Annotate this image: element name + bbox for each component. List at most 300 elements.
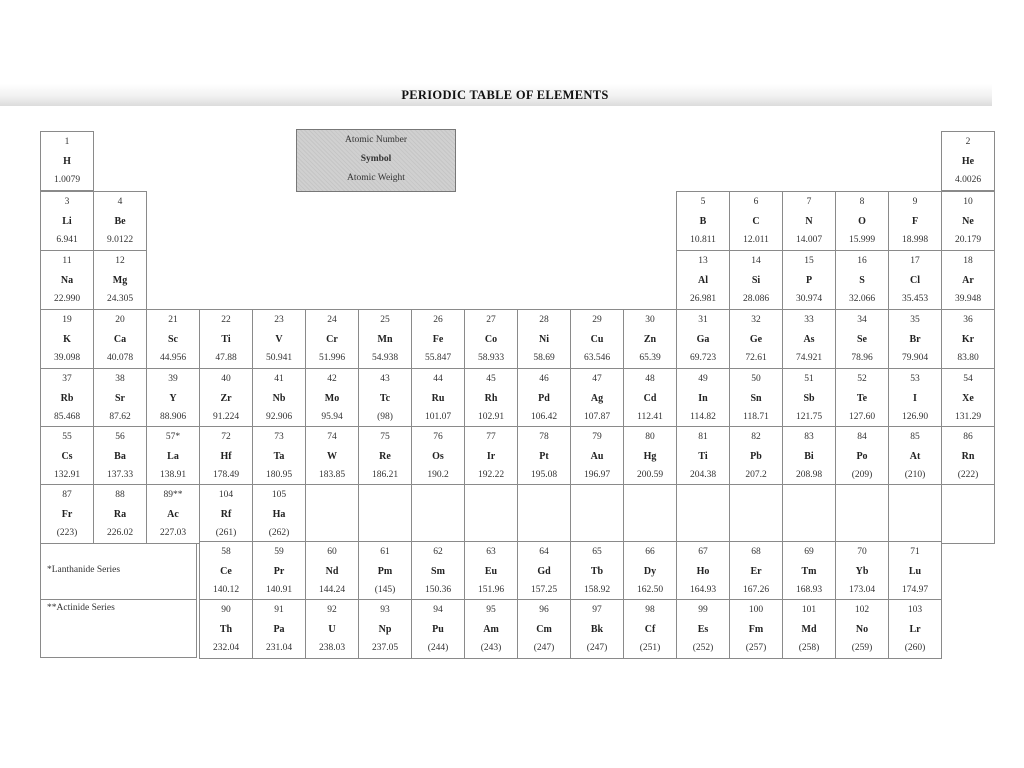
atomic-weight: 6.941	[56, 235, 78, 245]
atomic-number: 62	[433, 547, 443, 557]
empty-cell	[464, 484, 518, 544]
atomic-weight: 150.36	[424, 585, 452, 595]
element-symbol: Re	[379, 451, 391, 462]
element-cell-rf	[199, 484, 253, 544]
atomic-number: 55	[62, 432, 72, 442]
atomic-number: 43	[380, 374, 390, 384]
atomic-number: 83	[804, 432, 814, 442]
element-cell-am	[464, 599, 518, 659]
atomic-weight: 55.847	[424, 353, 452, 363]
empty-cell	[782, 484, 836, 544]
element-symbol: Co	[484, 334, 498, 345]
atomic-number: 61	[380, 547, 390, 557]
element-symbol: U	[328, 624, 336, 635]
atomic-weight: 39.948	[954, 294, 982, 304]
atomic-weight: 237.05	[371, 643, 399, 653]
atomic-weight: 167.26	[742, 585, 770, 595]
element-cell-ta	[252, 426, 306, 486]
atomic-number: 59	[274, 547, 284, 557]
atomic-weight: 83.80	[957, 353, 979, 363]
element-cell-ra	[93, 484, 147, 544]
atomic-weight: (247)	[586, 643, 608, 653]
atomic-weight: 195.08	[530, 470, 558, 480]
atomic-weight: 168.93	[795, 585, 823, 595]
atomic-number: 99	[698, 605, 708, 615]
atomic-number: 100	[748, 605, 764, 615]
element-symbol: Rb	[60, 393, 74, 404]
atomic-number: 75	[380, 432, 390, 442]
element-symbol: Tc	[379, 393, 391, 404]
atomic-number: 12	[115, 256, 125, 266]
element-symbol: S	[859, 275, 865, 286]
element-symbol: I	[913, 393, 917, 404]
element-symbol: In	[698, 393, 708, 404]
element-cell-br	[888, 309, 942, 369]
atomic-number: 4	[117, 197, 123, 207]
element-symbol: Ha	[272, 509, 286, 520]
atomic-number: 49	[698, 374, 708, 384]
element-cell-mg	[93, 250, 147, 310]
element-symbol: Am	[483, 624, 499, 635]
atomic-number: 15	[804, 256, 814, 266]
atomic-number: 3	[64, 197, 70, 207]
actinide-series-label: **Actinide Series	[40, 599, 197, 658]
element-symbol: Cr	[326, 334, 338, 345]
element-symbol: Ta	[273, 451, 285, 462]
atomic-weight: 112.41	[637, 412, 663, 422]
element-symbol: Ru	[431, 393, 445, 404]
element-cell-se	[835, 309, 889, 369]
atomic-weight: (257)	[745, 643, 767, 653]
atomic-weight: 162.50	[636, 585, 664, 595]
element-cell-lu	[888, 541, 942, 601]
element-symbol: H	[63, 156, 71, 167]
atomic-number: 66	[645, 547, 655, 557]
atomic-weight: 101.07	[424, 412, 452, 422]
atomic-weight: 137.33	[106, 470, 134, 480]
element-symbol: Pa	[273, 624, 285, 635]
element-cell-cd	[623, 368, 677, 428]
atomic-weight: (145)	[374, 585, 396, 595]
atomic-number: 101	[801, 605, 817, 615]
atomic-number: 9	[912, 197, 918, 207]
atomic-weight: 131.29	[954, 412, 982, 422]
atomic-weight: 138.91	[159, 470, 187, 480]
element-cell-ne	[941, 191, 995, 251]
element-symbol: No	[855, 624, 869, 635]
element-symbol: Ni	[539, 334, 549, 345]
atomic-number: 23	[274, 315, 284, 325]
atomic-weight: 180.95	[265, 470, 293, 480]
atomic-weight: 126.90	[901, 412, 929, 422]
atomic-weight: 79.904	[901, 353, 929, 363]
empty-cell	[729, 484, 783, 544]
element-symbol: At	[909, 451, 921, 462]
element-symbol: Rh	[484, 393, 498, 404]
atomic-number: 94	[433, 605, 443, 615]
atomic-number: 27	[486, 315, 496, 325]
atomic-weight: 35.453	[901, 294, 929, 304]
atomic-weight: (258)	[798, 643, 820, 653]
element-cell-nb	[252, 368, 306, 428]
atomic-weight: 204.38	[689, 470, 717, 480]
atomic-number: 33	[804, 315, 814, 325]
element-cell-hg	[623, 426, 677, 486]
legend-symbol: Symbol	[360, 154, 392, 164]
atomic-number: 86	[963, 432, 973, 442]
element-cell-ni	[517, 309, 571, 369]
element-symbol: Ce	[220, 566, 232, 577]
element-symbol: Ca	[113, 334, 127, 345]
atomic-weight: 40.078	[106, 353, 134, 363]
atomic-number: 13	[698, 256, 708, 266]
element-cell-i	[888, 368, 942, 428]
atomic-weight: 95.94	[321, 412, 343, 422]
element-symbol: As	[803, 334, 815, 345]
element-symbol: Hf	[220, 451, 232, 462]
element-cell-eu	[464, 541, 518, 601]
atomic-weight: 50.941	[265, 353, 293, 363]
atomic-weight: 151.96	[477, 585, 505, 595]
atomic-number: 80	[645, 432, 655, 442]
element-cell-ag	[570, 368, 624, 428]
element-cell-es	[676, 599, 730, 659]
atomic-weight: 140.12	[212, 585, 240, 595]
element-symbol: Ne	[962, 216, 974, 227]
empty-cell	[517, 484, 571, 544]
element-symbol: B	[699, 216, 707, 227]
element-cell-mo	[305, 368, 359, 428]
element-cell-tm	[782, 541, 836, 601]
element-symbol: Yb	[855, 566, 869, 577]
atomic-number: 30	[645, 315, 655, 325]
atomic-number: 7	[806, 197, 812, 207]
atomic-weight: (262)	[268, 528, 290, 538]
atomic-number: 24	[327, 315, 337, 325]
atomic-weight: (223)	[56, 528, 78, 538]
element-symbol: Bi	[804, 451, 814, 462]
element-cell-o	[835, 191, 889, 251]
atomic-weight: (259)	[851, 643, 873, 653]
atomic-number: 20	[115, 315, 125, 325]
element-cell-ir	[464, 426, 518, 486]
element-cell-cl	[888, 250, 942, 310]
atomic-number: 96	[539, 605, 549, 615]
element-symbol: Np	[378, 624, 392, 635]
element-symbol: K	[63, 334, 71, 345]
empty-cell	[941, 484, 995, 544]
empty-cell	[676, 484, 730, 544]
atomic-number: 97	[592, 605, 602, 615]
atomic-number: 93	[380, 605, 390, 615]
atomic-number: 36	[963, 315, 973, 325]
atomic-weight: (209)	[851, 470, 873, 480]
atomic-number: 37	[62, 374, 72, 384]
element-symbol: Tm	[801, 566, 817, 577]
atomic-number: 46	[539, 374, 549, 384]
atomic-weight: 132.91	[53, 470, 81, 480]
atomic-weight: 92.906	[265, 412, 293, 422]
atomic-weight: 4.0026	[954, 175, 982, 185]
atomic-weight: 15.999	[848, 235, 876, 245]
atomic-number: 16	[857, 256, 867, 266]
atomic-number: 45	[486, 374, 496, 384]
element-cell-as	[782, 309, 836, 369]
atomic-number: 21	[168, 315, 178, 325]
empty-cell	[411, 484, 465, 544]
empty-cell	[570, 484, 624, 544]
element-symbol: Y	[169, 393, 177, 404]
empty-cell	[835, 484, 889, 544]
element-symbol: Rn	[961, 451, 975, 462]
element-cell-ba	[93, 426, 147, 486]
atomic-number: 29	[592, 315, 602, 325]
atomic-weight: 207.2	[745, 470, 767, 480]
element-cell-cf	[623, 599, 677, 659]
atomic-number: 53	[910, 374, 920, 384]
element-symbol: Ho	[696, 566, 710, 577]
element-symbol: Cf	[644, 624, 656, 635]
element-symbol: O	[858, 216, 866, 227]
atomic-number: 57*	[165, 432, 181, 442]
element-cell-rh	[464, 368, 518, 428]
atomic-number: 68	[751, 547, 761, 557]
atomic-weight: 58.933	[477, 353, 505, 363]
element-symbol: Pb	[750, 451, 762, 462]
element-cell-pm	[358, 541, 412, 601]
atomic-number: 105	[271, 490, 287, 500]
element-cell-ga	[676, 309, 730, 369]
atomic-weight: 87.62	[109, 412, 131, 422]
atomic-number: 32	[751, 315, 761, 325]
atomic-weight: 114.82	[690, 412, 716, 422]
element-cell-na	[40, 250, 94, 310]
atomic-weight: 121.75	[795, 412, 823, 422]
element-cell-md	[782, 599, 836, 659]
atomic-weight: (252)	[692, 643, 714, 653]
element-symbol: Br	[909, 334, 921, 345]
atomic-number: 92	[327, 605, 337, 615]
element-symbol: Mo	[324, 393, 340, 404]
element-symbol: Cd	[643, 393, 657, 404]
element-cell-si	[729, 250, 783, 310]
atomic-weight: 106.42	[530, 412, 558, 422]
atomic-number: 84	[857, 432, 867, 442]
element-symbol: Pr	[273, 566, 285, 577]
element-cell-xe	[941, 368, 995, 428]
atomic-weight: 144.24	[318, 585, 346, 595]
atomic-number: 40	[221, 374, 231, 384]
element-symbol: F	[911, 216, 919, 227]
atomic-weight: 173.04	[848, 585, 876, 595]
element-cell-dy	[623, 541, 677, 601]
element-cell-re	[358, 426, 412, 486]
atomic-weight: 28.086	[742, 294, 770, 304]
element-cell-fe	[411, 309, 465, 369]
element-cell-in	[676, 368, 730, 428]
atomic-number: 2	[965, 137, 971, 147]
element-cell-co	[464, 309, 518, 369]
atomic-number: 64	[539, 547, 549, 557]
atomic-number: 52	[857, 374, 867, 384]
atomic-number: 42	[327, 374, 337, 384]
element-symbol: Cm	[536, 624, 552, 635]
empty-cell	[888, 484, 942, 544]
element-symbol: Bk	[590, 624, 604, 635]
element-cell-y	[146, 368, 200, 428]
atomic-weight: 190.2	[427, 470, 449, 480]
atomic-weight: 127.60	[848, 412, 876, 422]
element-cell-pt	[517, 426, 571, 486]
atomic-number: 5	[700, 197, 706, 207]
element-cell-s	[835, 250, 889, 310]
element-cell-ha	[252, 484, 306, 544]
element-cell-li	[40, 191, 94, 251]
element-cell-at	[888, 426, 942, 486]
atomic-weight: (247)	[533, 643, 555, 653]
element-symbol: Cl	[910, 275, 920, 286]
atomic-weight: 58.69	[533, 353, 555, 363]
element-symbol: Pd	[538, 393, 550, 404]
element-symbol: Sr	[115, 393, 125, 404]
atomic-weight: 91.224	[212, 412, 240, 422]
element-symbol: Sm	[431, 566, 445, 577]
element-cell-al	[676, 250, 730, 310]
atomic-weight: (244)	[427, 643, 449, 653]
element-symbol: Se	[857, 334, 867, 345]
element-symbol: Te	[856, 393, 868, 404]
element-symbol: Be	[114, 216, 126, 227]
element-cell-ti	[676, 426, 730, 486]
atomic-number: 44	[433, 374, 443, 384]
element-symbol: Ga	[696, 334, 710, 345]
element-symbol: Si	[751, 275, 761, 286]
element-symbol: Er	[750, 566, 762, 577]
atomic-weight: 227.03	[159, 528, 187, 538]
element-symbol: Ge	[749, 334, 763, 345]
element-symbol: Au	[590, 451, 604, 462]
atomic-weight: 157.25	[530, 585, 558, 595]
atomic-number: 8	[859, 197, 865, 207]
element-cell-ca	[93, 309, 147, 369]
atomic-number: 69	[804, 547, 814, 557]
atomic-weight: (243)	[480, 643, 502, 653]
element-symbol: Fe	[432, 334, 444, 345]
atomic-number: 85	[910, 432, 920, 442]
element-symbol: Fr	[61, 509, 73, 520]
atomic-number: 34	[857, 315, 867, 325]
element-cell-cm	[517, 599, 571, 659]
empty-cell	[623, 484, 677, 544]
element-cell-po	[835, 426, 889, 486]
element-cell-n	[782, 191, 836, 251]
atomic-weight: 232.04	[212, 643, 240, 653]
element-cell-ge	[729, 309, 783, 369]
element-symbol: Th	[219, 624, 233, 635]
atomic-weight: 200.59	[636, 470, 664, 480]
element-symbol: W	[327, 451, 337, 462]
element-symbol: Tb	[590, 566, 604, 577]
element-symbol: Cu	[590, 334, 604, 345]
element-symbol: Es	[697, 624, 709, 635]
element-symbol: Md	[801, 624, 817, 635]
atomic-number: 103	[907, 605, 923, 615]
atomic-number: 90	[221, 605, 231, 615]
element-symbol: Lu	[908, 566, 922, 577]
atomic-weight: 72.61	[745, 353, 767, 363]
element-symbol: C	[752, 216, 760, 227]
atomic-weight: 47.88	[215, 353, 237, 363]
atomic-weight: 78.96	[851, 353, 873, 363]
element-cell-er	[729, 541, 783, 601]
element-cell-h	[40, 131, 94, 191]
atomic-number: 22	[221, 315, 231, 325]
element-cell-cu	[570, 309, 624, 369]
element-symbol: Kr	[961, 334, 975, 345]
atomic-weight: 10.811	[690, 235, 716, 245]
element-cell-au	[570, 426, 624, 486]
atomic-number: 35	[910, 315, 920, 325]
atomic-number: 47	[592, 374, 602, 384]
atomic-number: 26	[433, 315, 443, 325]
atomic-weight: 102.91	[477, 412, 505, 422]
element-cell-sb	[782, 368, 836, 428]
element-symbol: Sb	[803, 393, 815, 404]
element-symbol: Gd	[537, 566, 551, 577]
atomic-weight: (222)	[957, 470, 979, 480]
atomic-weight: 14.007	[795, 235, 823, 245]
atomic-number: 89**	[163, 490, 183, 500]
atomic-number: 6	[753, 197, 759, 207]
element-symbol: Rf	[220, 509, 232, 520]
element-cell-cr	[305, 309, 359, 369]
element-symbol: Fm	[748, 624, 764, 635]
element-cell-he	[941, 131, 995, 191]
atomic-number: 65	[592, 547, 602, 557]
element-cell-nd	[305, 541, 359, 601]
atomic-number: 77	[486, 432, 496, 442]
atomic-number: 67	[698, 547, 708, 557]
element-symbol: Ti	[221, 334, 231, 345]
element-symbol: Sc	[168, 334, 178, 345]
atomic-weight: 24.305	[106, 294, 134, 304]
element-cell-sn	[729, 368, 783, 428]
atomic-weight: 30.974	[795, 294, 823, 304]
element-symbol: Zr	[220, 393, 232, 404]
element-symbol: La	[167, 451, 179, 462]
atomic-weight: 140.91	[265, 585, 293, 595]
element-cell-bk	[570, 599, 624, 659]
atomic-number: 1	[64, 137, 70, 147]
element-symbol: Ag	[590, 393, 604, 404]
atomic-weight: 44.956	[159, 353, 187, 363]
element-cell-pr	[252, 541, 306, 601]
atomic-number: 73	[274, 432, 284, 442]
element-symbol: Ti	[698, 451, 708, 462]
atomic-weight: 192.22	[477, 470, 505, 480]
element-cell-no	[835, 599, 889, 659]
atomic-number: 70	[857, 547, 867, 557]
element-cell-sc	[146, 309, 200, 369]
atomic-weight: 12.011	[743, 235, 769, 245]
atomic-number: 79	[592, 432, 602, 442]
atomic-weight: 51.996	[318, 353, 346, 363]
element-cell-v	[252, 309, 306, 369]
lanthanide-series-label: *Lanthanide Series	[40, 541, 197, 600]
atomic-weight: 164.93	[689, 585, 717, 595]
element-cell-bi	[782, 426, 836, 486]
element-cell-sm	[411, 541, 465, 601]
